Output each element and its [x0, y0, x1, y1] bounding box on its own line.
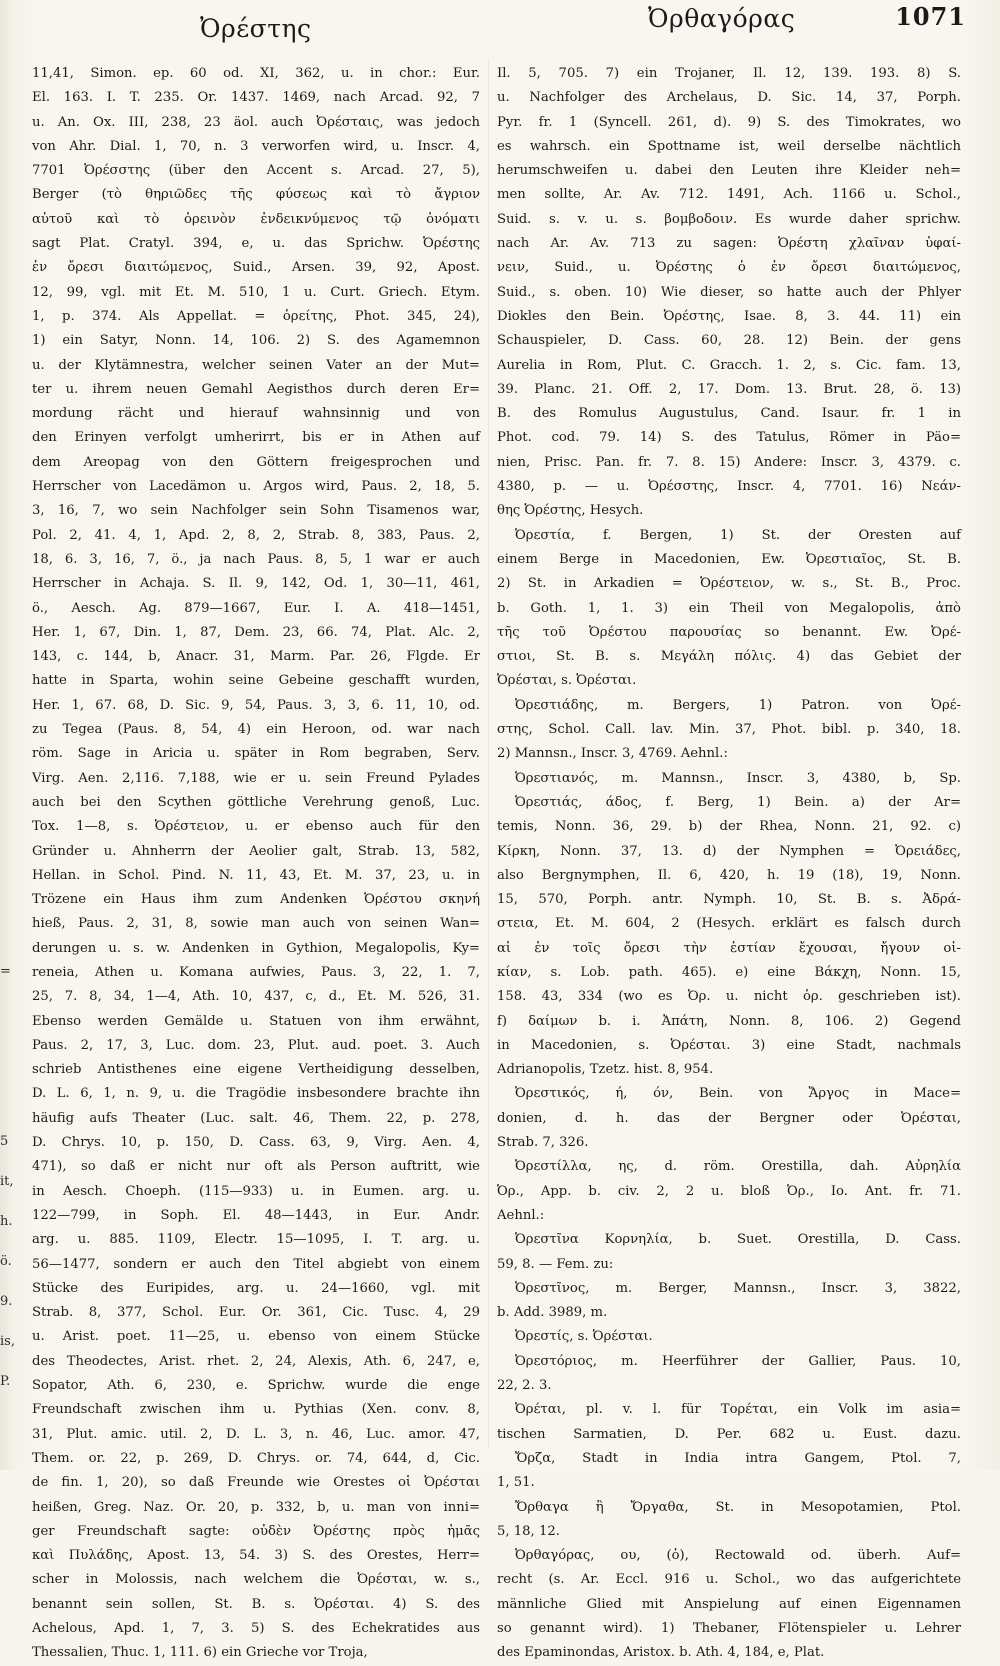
text-line: Virg. Aen. 2,116. 7,188, wie er u. sein Freund Pylades	[32, 770, 480, 786]
text-line: Suid., s. oben. 10) Wie dieser, so hatte auch der Phlyer	[497, 284, 961, 300]
text-line: des Epaminondas, Aristox. b. Ath. 4, 184, e, Plat.	[497, 1645, 825, 1661]
text-line: Paus. 2, 17, 3, Luc. dom. 23, Plut. aud. poet. 3. Auch	[32, 1037, 480, 1053]
text-line: in Macedonien, s. Ὀρέσται. 3) eine Stadt, nachmals	[497, 1037, 961, 1053]
text-line: 31, Plut. amic. util. 2, D. L. 3, n. 46, Luc. amor. 47,	[32, 1426, 480, 1442]
text-line: D. Chrys. 10, p. 150, D. Cass. 63, 9, Virg. Aen. 4,	[32, 1135, 480, 1151]
text-line: 1, 51.	[497, 1475, 535, 1491]
text-line: Il. 5, 705. 7) ein Trojaner, Il. 12, 139. 193. 8) S.	[497, 66, 961, 81]
text-line: αὐτοῦ καὶ τὸ ὀρεινὸν ἐνδεικνύμενος τῷ ὀνόματι	[32, 211, 480, 227]
entry-headword-line: Ὀρεστικός, ή, όν, Bein. von Ἄργος in Mace=	[515, 1086, 961, 1102]
text-line: zu Tegea (Paus. 8, 54, 4) ein Heroon, od. war nach	[32, 722, 480, 738]
text-line: Strab. 7, 326.	[497, 1135, 589, 1151]
text-line: Phot. cod. 79. 14) S. des Tatulus, Römer in Päo=	[497, 430, 961, 446]
text-line: 5, 18, 12.	[497, 1523, 560, 1539]
text-line: Suid. s. v. u. s. βομβοδοιν. Es wurde daher sprichw.	[497, 211, 961, 227]
margin-fragment: 5	[0, 1134, 9, 1149]
entry-headword-line: Ὀρθαγόρας, ου, (ὁ), Rectowald od. überh. Auf=	[515, 1548, 961, 1564]
margin-fragment: 9.	[0, 1294, 13, 1309]
text-line: hieß, Paus. 2, 31, 8, sowie man auch von seinen Wan=	[32, 916, 480, 932]
text-line: Stücke des Euripides, arg. u. 24—1660, vgl. mit	[32, 1280, 480, 1296]
text-line: 59, 8. — Fem. zu:	[497, 1256, 614, 1272]
text-line: nien, Prisc. Pan. fr. 7. 8. 15) Andere: Inscr. 3, 4379. c.	[497, 454, 961, 470]
text-line: häufig aufs Theater (Luc. salt. 46, Them. 22, p. 278,	[32, 1110, 480, 1126]
text-line: Her. 1, 67, Din. 1, 87, Dem. 23, 66. 74, Plat. Alc. 2,	[32, 624, 480, 640]
text-line: f) δαίμων b. i. Ἀπάτη, Nonn. 8, 106. 2) Gegend	[497, 1013, 961, 1029]
text-line: Trözene ein Haus ihm zum Andenken Ὀρέστου σκηνή	[32, 892, 480, 908]
text-line: recht (s. Ar. Eccl. 916 u. Schol., wo das aufgerichtete	[497, 1572, 961, 1588]
text-line: B. des Romulus Augustulus, Cand. Isaur. fr. 1 in	[497, 406, 961, 422]
text-line: in Aesch. Choeph. (115—933) u. in Eumen. arg. u.	[32, 1183, 480, 1199]
text-line: 18, 6. 3, 16, 7, ö., ja nach Paus. 8, 5, 1 war er auch	[32, 551, 480, 567]
text-line: Ebenso werden Gemälde u. Statuen von ihm erwähnt,	[32, 1013, 480, 1029]
text-line: mordung rächt und hierauf wahnsinnig und von	[32, 406, 480, 422]
running-head-right: Ὀρθαγόρας	[648, 4, 796, 33]
text-line: 4380, p. — u. Ὀρέσστης, Inscr. 4, 7701. 16) Νεάν-	[497, 479, 961, 495]
text-line: 7701 Ὀρέσστης (über den Accent s. Arcad. 27, 5),	[32, 163, 480, 179]
right-column	[497, 62, 961, 1661]
entry-headword-line: Ὀρεστῖνος, m. Berger, Mannsn., Inscr. 3, 3822,	[515, 1280, 961, 1296]
text-line: αἱ ἐν τοῖς ὄρεσι τὴν ἑστίαν ἔχουσαι, ἤγουν οἰ-	[497, 940, 961, 956]
text-line: von Ahr. Dial. 1, 70, n. 3 verworfen wird, u. Inscr. 4,	[32, 138, 480, 154]
text-line: 2) St. in Arkadien = Ὀρέστειον, w. s., St. B., Proc.	[497, 576, 961, 592]
column-gutter	[488, 60, 489, 1450]
text-line: ter u. ihrem neuen Gemahl Aegisthos durch deren Er=	[32, 381, 480, 397]
text-line: Schauspieler, D. Cass. 60, 28. 12) Bein. der gens	[497, 333, 961, 349]
text-line: 22, 2. 3.	[497, 1378, 552, 1394]
text-line: Adrianopolis, Tzetz. hist. 8, 954.	[497, 1062, 714, 1078]
text-line: Aurelia in Rom, Plut. C. Gracch. 1. 2, s. Cic. fam. 13,	[497, 357, 961, 373]
text-line: στης, Schol. Call. lav. Min. 37, Phot. bibl. p. 340, 18.	[497, 722, 961, 738]
text-line: u. Nachfolger des Archelaus, D. Sic. 14, 37, Porph.	[497, 90, 961, 106]
text-line: heißen, Greg. Naz. Or. 20, p. 332, b, u. man von inni=	[32, 1499, 480, 1515]
text-line: 2) Mannsn., Inscr. 3, 4769. Aehnl.:	[497, 746, 728, 762]
text-line: Achelous, Apd. 1, 7, 3. 5) S. des Echekratides aus	[32, 1621, 480, 1636]
left-column	[32, 62, 480, 1661]
text-line: derungen u. s. w. Andenken in Gythion, Megalopolis, Ky=	[32, 940, 480, 956]
text-line: röm. Sage in Aricia u. später in Rom begraben, Serv.	[32, 746, 480, 762]
text-line: Ὀρέσται, s. Ὀρέσται.	[497, 673, 637, 689]
text-line: 1) ein Satyr, Nonn. 14, 106. 2) S. des Agamemnon	[32, 333, 480, 349]
text-line: ö., Aesch. Ag. 879—1667, Eur. I. A. 418—1451,	[32, 600, 480, 616]
text-line: Pyr. fr. 1 (Syncell. 261, d). 9) S. des Timokrates, wo	[497, 114, 961, 130]
margin-fragments	[0, 960, 22, 1410]
text-line: 158. 43, 334 (wo es Ὀρ. u. nicht ὀρ. geschrieben ist).	[497, 989, 961, 1005]
text-line: b. Add. 3989, m.	[497, 1305, 608, 1321]
entry-headword-line: Ὀρεστιάς, άδος, f. Berg, 1) Bein. a) der Ar=	[515, 794, 961, 810]
text-line: donien, d. h. das der Bergner oder Ὀρέσται,	[497, 1110, 961, 1126]
text-line: 15, 570, Porph. antr. Nymph. 10, St. B. s. Ἀδρά-	[497, 892, 961, 908]
text-line: 11,41, Simon. ep. 60 od. XI, 362, u. in chor.: Eur.	[32, 66, 480, 81]
entry-headword-line: Ὀρέται, pl. v. l. für Τορέται, ein Volk im asia=	[515, 1402, 961, 1418]
text-line: einem Berge in Macedonien, Ew. Ὀρεστιαῖος, St. B.	[497, 551, 961, 567]
text-line: nach Ar. Av. 713 zu sagen: Ὀρέστη χλαῖναν ὑφαί-	[497, 236, 961, 252]
entry-headword-line: Ὀρεστῖνα Κορνηλία, b. Suet. Orestilla, D. Cass.	[515, 1232, 961, 1248]
text-line: dem Areopag von den Göttern freigesprochen und	[32, 454, 480, 470]
text-line: τῆς τοῦ Ὀρέστου παρουσίας so benannt. Ew. Ὀρέ-	[497, 624, 961, 640]
text-line: also Bergnymphen, Il. 6, 420, h. 19 (18), 19, Nonn.	[497, 867, 961, 883]
text-line: στεια, Et. M. 604, 2 (Hesych. erklärt es falsch durch	[497, 916, 961, 932]
text-line: Pol. 2, 41. 4, 1, Apd. 2, 8, 2, Strab. 8, 383, Paus. 2,	[32, 527, 480, 543]
text-line: 25, 7. 8, 34, 1—4, Ath. 10, 437, c, d., Et. M. 526, 31.	[32, 989, 480, 1005]
text-line: hatte in Sparta, wohin seine Gebeine geschafft wurden,	[32, 673, 480, 689]
text-line: θης Ὀρέστης, Hesych.	[497, 503, 644, 519]
text-line: sagt Plat. Cratyl. 394, e, u. das Sprichw. Ὀρέστης	[32, 236, 480, 252]
entry-headword-line: Ὀρεστίς, s. Ὀρέσται.	[515, 1329, 653, 1345]
text-line: men sollte, Ar. Av. 712. 1491, Ach. 1166 u. Schol.,	[497, 187, 961, 203]
text-line: 3, 16, 7, wo sein Nachfolger sein Sohn Tisamenos war,	[32, 503, 480, 519]
text-line: u. Arist. poet. 11—25, u. ebenso von einem Stücke	[32, 1329, 480, 1345]
text-line: auch bei den Scythen göttliche Verehrung genoß, Luc.	[32, 794, 480, 810]
text-line: Them. or. 22, p. 269, D. Chrys. or. 74, 644, d, Cic.	[32, 1450, 480, 1466]
text-line: männliche Glied mit Anspielung auf einen Eigennamen	[497, 1596, 961, 1612]
text-line: ger Freundschaft sagte: οὐδὲν Ὀρέστης πρὸς ἡμᾶς	[32, 1523, 480, 1539]
text-line: Herrscher von Lacedämon u. Argos wird, Paus. 2, 18, 5.	[32, 479, 480, 495]
text-line: Strab. 8, 377, Schol. Eur. Or. 361, Cic. Tusc. 4, 29	[32, 1305, 480, 1321]
text-line: Freundschaft zwischen ihm u. Pythias (Xen. conv. 8,	[32, 1402, 480, 1418]
text-line: u. der Klytämnestra, welcher seinen Vater an der Mut=	[32, 357, 480, 373]
text-line: στιοι, St. B. s. Μεγάλη πόλις. 4) das Gebiet der	[497, 649, 961, 665]
running-head-left: Ὀρέστης	[200, 14, 312, 43]
text-line: so genannt wird). 1) Thebaner, Flötenspieler u. Lehrer	[497, 1621, 961, 1636]
text-line: Hellan. in Schol. Pind. N. 11, 43, Et. M. 37, 23, u. in	[32, 867, 480, 883]
margin-fragment: P.	[0, 1374, 11, 1389]
text-line: Thessalien, Thuc. 1, 111. 6) ein Grieche vor Troja,	[32, 1645, 368, 1661]
text-line: Her. 1, 67. 68, D. Sic. 9, 54, Paus. 3, 3, 6. 11, 10, od.	[32, 697, 480, 713]
text-line: καὶ Πυλάδης, Apost. 13, 54. 3) S. des Orestes, Herr=	[32, 1548, 480, 1564]
text-line: herumschweifen u. dabei den Leuten ihre Kleider neh=	[497, 163, 961, 179]
entry-headword-line: Ὀρεστιανός, m. Mannsn., Inscr. 3, 4380, b, Sp.	[515, 770, 961, 786]
text-line: El. 163. I. T. 235. Or. 1437. 1469, nach Arcad. 92, 7	[32, 90, 480, 106]
text-line: νειν, Suid., u. Ὀρέστης ὁ ἐν ὄρεσι διαιτώμενος,	[497, 260, 961, 276]
text-line: Aehnl.:	[497, 1207, 545, 1223]
text-line: de fin. 1, 20), so daß Freunde wie Orestes οἱ Ὀρέσται	[32, 1475, 480, 1491]
text-line: Gründer u. Ahnherrn der Aeolier galt, Strab. 13, 582,	[32, 843, 480, 859]
text-line: den Erinyen verfolgt umherirrt, bis er in Athen auf	[32, 430, 480, 446]
text-line: Diokles den Bein. Ὀρέστης, Isae. 8, 3. 44. 11) ein	[497, 308, 961, 324]
entry-headword-line: Ὀρεστόριος, m. Heerführer der Gallier, Paus. 10,	[515, 1353, 961, 1369]
text-line: temis, Nonn. 36, 29. b) der Rhea, Nonn. 21, 92. c)	[497, 819, 961, 835]
margin-fragment: ö.	[0, 1254, 12, 1269]
text-line: tischen Sarmatien, D. Per. 682 u. Eust. dazu.	[497, 1426, 961, 1442]
text-line: ἐν ὄρεσι διαιτώμενος, Suid., Arsen. 39, 92, Apost.	[32, 260, 480, 276]
text-line: Herrscher in Achaja. S. Il. 9, 142, Od. 1, 30—11, 461,	[32, 576, 480, 592]
text-line: Ὀρ., App. b. civ. 2, 2 u. bloß Ὀρ., Io. Ant. fr. 71.	[497, 1183, 961, 1199]
text-line: 122—799, in Soph. El. 48—1443, in Eur. Andr.	[32, 1207, 480, 1223]
text-line: arg. u. 885. 1109, Electr. 15—1095, I. T. arg. u.	[32, 1232, 480, 1248]
text-line: κίαν, s. Lob. path. 465). e) eine Βάκχη, Nonn. 15,	[497, 964, 961, 980]
text-line: benannt sein sollen, St. B. s. Ὀρέσται. 4) S. des	[32, 1596, 480, 1612]
text-line: schrieb Antisthenes eine eigene Vertheidigung desselben,	[32, 1062, 480, 1078]
text-line: es wahrsch. ein Spottname ist, weil derselbe nächtlich	[497, 138, 961, 154]
text-line: 143, c. 144, b, Anacr. 31, Marm. Par. 26, Flgde. Er	[32, 649, 480, 665]
margin-fragment: h.	[0, 1214, 13, 1229]
margin-fragment: =	[0, 964, 11, 979]
text-line: 12, 99, vgl. mit Et. M. 510, 1 u. Curt. Griech. Etym.	[32, 284, 480, 300]
text-line: b. Goth. 1, 1. 3) ein Theil von Megalopolis, ἀπὸ	[497, 600, 961, 616]
text-line: Κίρκη, Nonn. 37, 13. d) der Nymphen = Ὀρειάδες,	[497, 843, 961, 859]
text-line: reneia, Athen u. Komana aufwies, Paus. 3, 22, 1. 7,	[32, 964, 480, 980]
entry-headword-line: Ὀρεστία, f. Bergen, 1) St. der Oresten auf	[515, 527, 961, 543]
text-line: 39. Planc. 21. Off. 2, 17. Dom. 13. Brut. 28, ö. 13)	[497, 381, 961, 397]
margin-fragment: it,	[0, 1174, 14, 1189]
entry-headword-line: Ὀρεστιάδης, m. Bergers, 1) Patron. von Ὀρέ-	[515, 697, 961, 713]
page-number: 1071	[895, 2, 966, 31]
entry-headword-line: Ὀρεστίλλα, ης, d. röm. Orestilla, dah. Αὐρηλία	[515, 1159, 961, 1175]
text-line: scher in Molossis, nach welchem die Ὀρέσται, w. s.,	[32, 1572, 480, 1588]
text-line: 1, p. 374. Als Appellat. = ὀρείτης, Phot. 345, 24),	[32, 308, 480, 324]
text-line: D. L. 6, 1, n. 9, u. die Tragödie insbesondere brachte ihn	[32, 1086, 480, 1102]
entry-headword-line: Ὄρζα, Stadt in India intra Gangem, Ptol. 7,	[515, 1450, 961, 1466]
margin-fragment: is,	[0, 1334, 15, 1349]
text-line: Tox. 1—8, s. Ὀρέστειον, u. er ebenso auch für den	[32, 819, 480, 835]
text-line: Berger (τὸ θηριῶδες τῆς φύσεως καὶ τὸ ἄγριον	[32, 187, 480, 203]
text-line: 471), so daß er nicht nur oft als Person auftritt, wie	[32, 1159, 480, 1175]
text-line: des Theodectes, Arist. rhet. 2, 24, Alexis, Ath. 6, 247, e,	[32, 1353, 480, 1369]
text-line: Sopator, Ath. 6, 230, e. Sprichw. wurde die enge	[32, 1378, 480, 1394]
text-line: u. An. Ox. III, 238, 23 äol. auch Ὀρέσταις, was jedoch	[32, 114, 480, 130]
text-line: 56—1477, sondern er auch den Titel abgiebt von einem	[32, 1256, 480, 1272]
entry-headword-line: Ὄρθαγα ἢ Ὄργαθα, St. in Mesopotamien, Ptol.	[515, 1499, 961, 1515]
